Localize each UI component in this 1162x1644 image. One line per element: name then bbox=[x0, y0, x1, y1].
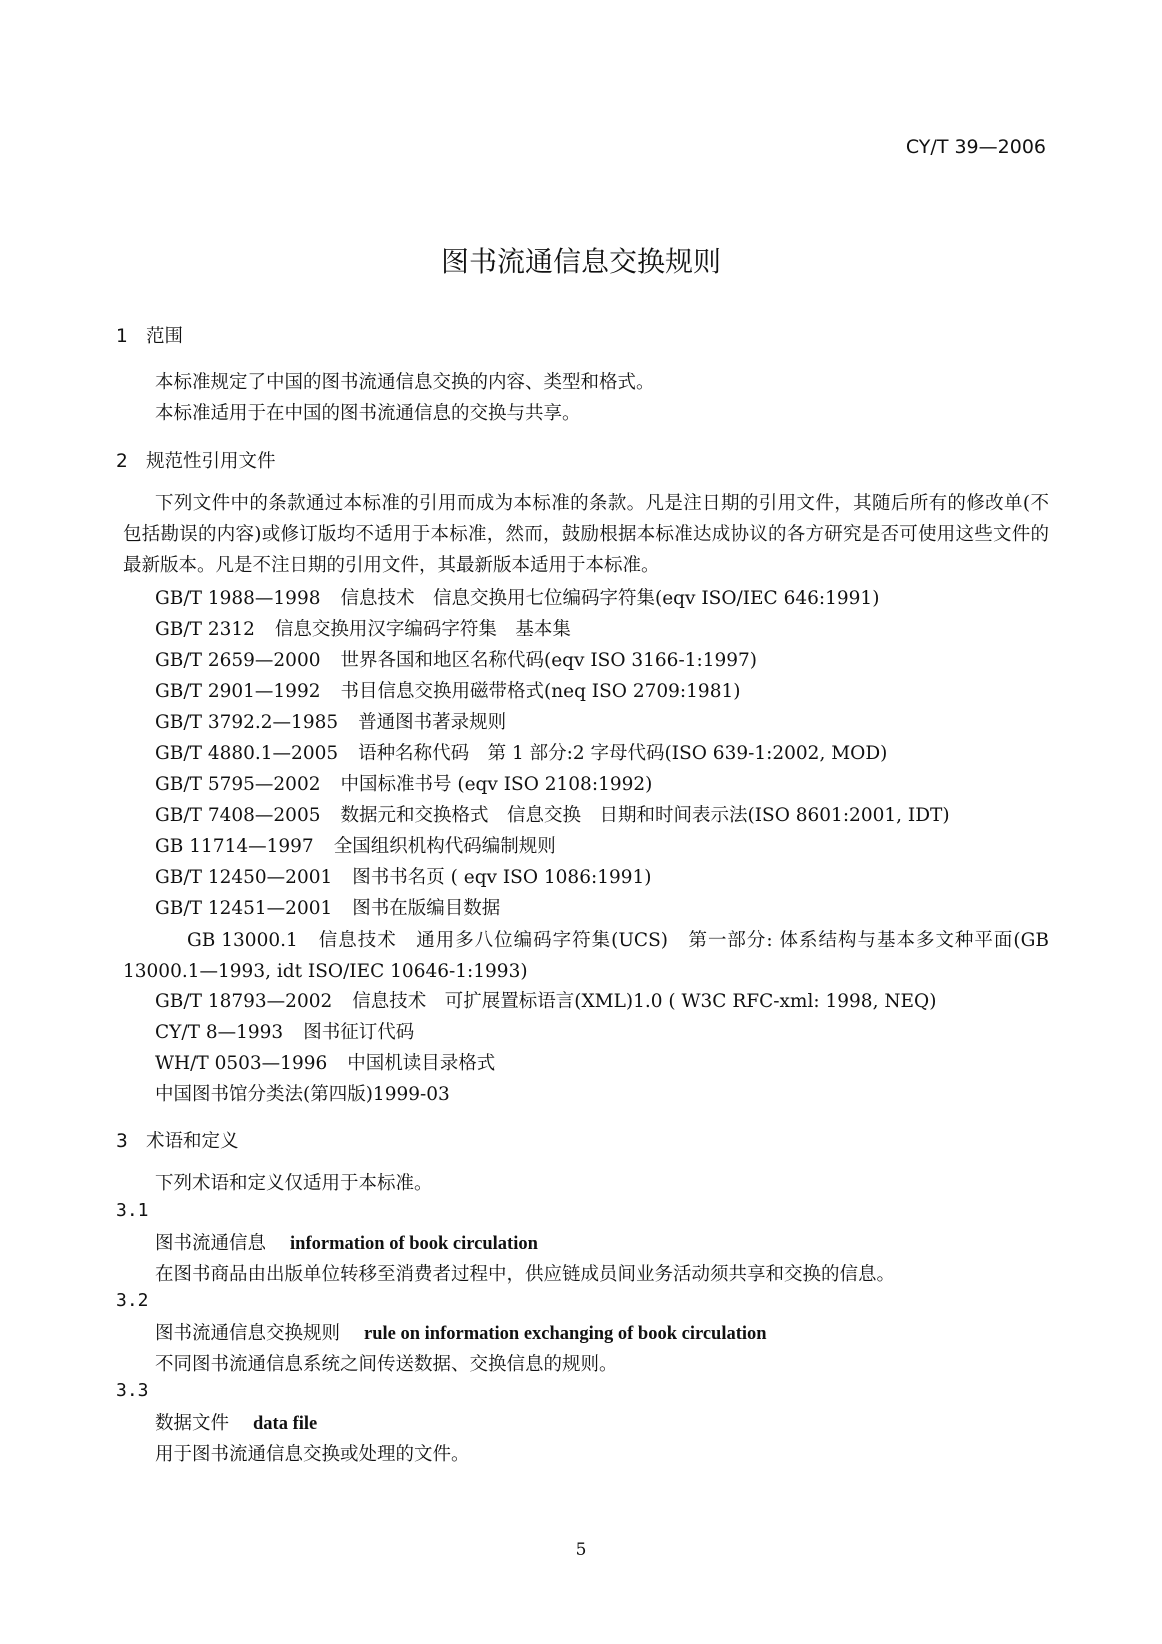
reference-item bbox=[155, 894, 500, 920]
term-chinese: 图书流通信息交换规则 bbox=[155, 1323, 341, 1344]
paragraph: 本标准适用于在中国的图书流通信息的交换与共享。 bbox=[155, 403, 581, 424]
reference-title: 信息技术 信息交换用七位编码字符集(eqv ISO/IEC 646:1991) bbox=[340, 588, 880, 609]
page-number: 5 bbox=[575, 1540, 587, 1560]
section-title: 范围 bbox=[146, 326, 184, 347]
term-english: rule on information exchanging of book circulation bbox=[364, 1324, 767, 1344]
reference-code: GB/T 4880.1—2005 bbox=[155, 743, 339, 764]
reference-title: 图书书名页 ( eqv ISO 1086:1991) bbox=[352, 867, 652, 888]
reference-code: GB 13000.1 bbox=[187, 930, 298, 951]
reference-item bbox=[155, 677, 740, 703]
reference-code: GB/T 5795—2002 bbox=[155, 774, 321, 795]
reference-code: GB/T 2901—1992 bbox=[155, 681, 321, 702]
reference-code: GB/T 12450—2001 bbox=[155, 867, 333, 888]
reference-item: 中国图书馆分类法(第四版)1999-03 bbox=[155, 1084, 450, 1105]
reference-title: 数据元和交换格式 信息交换 日期和时间表示法(ISO 8601:2001, IDT) bbox=[340, 805, 950, 826]
reference-item bbox=[155, 987, 936, 1013]
reference-item bbox=[155, 1018, 414, 1044]
paragraph: 下列文件中的条款通过本标准的引用而成为本标准的条款。凡是注日期的引用文件，其随后所有的修改单(不包括勘误的内容)或修订版均不适用于本标准，然而，鼓励根据本标准达成协议的各方研究是否可使用这些文件的最新版本。凡是不注日期的引用文件，其最新版本适用于本标准。 bbox=[123, 493, 1049, 576]
page-title: 图书流通信息交换规则 bbox=[440, 245, 721, 278]
reference-item bbox=[155, 615, 571, 641]
subsection-number: 3.1 bbox=[116, 1200, 149, 1221]
reference-code: CY/T 8—1993 bbox=[155, 1022, 284, 1043]
reference-title: 中国标准书号 (eqv ISO 2108:1992) bbox=[340, 774, 653, 795]
reference-code: GB/T 1988—1998 bbox=[155, 588, 321, 609]
reference-item bbox=[155, 739, 887, 765]
section-number: 3 bbox=[116, 1131, 128, 1152]
reference-item bbox=[155, 832, 556, 858]
reference-item bbox=[155, 801, 950, 827]
paragraph: 下列术语和定义仅适用于本标准。 bbox=[155, 1173, 433, 1194]
reference-title: 全国组织机构代码编制规则 bbox=[333, 836, 556, 857]
term-definition: 在图书商品由出版单位转移至消费者过程中，供应链成员间业务活动须共享和交换的信息。 bbox=[155, 1264, 896, 1285]
reference-code: GB/T 12451—2001 bbox=[155, 898, 333, 919]
reference-code: GB/T 18793—2002 bbox=[155, 991, 333, 1012]
section-number: 1 bbox=[116, 326, 128, 347]
reference-title: 图书在版编目数据 bbox=[352, 898, 501, 919]
reference-code: GB/T 2312 bbox=[155, 619, 255, 640]
term-definition: 用于图书流通信息交换或处理的文件。 bbox=[155, 1444, 470, 1465]
reference-title: 普通图书著录规则 bbox=[358, 712, 507, 733]
section-heading-1 bbox=[116, 322, 183, 348]
term-english: data file bbox=[253, 1414, 318, 1434]
reference-item bbox=[155, 863, 652, 889]
term-definition: 不同图书流通信息系统之间传送数据、交换信息的规则。 bbox=[155, 1354, 618, 1375]
subsection-number: 3.2 bbox=[116, 1290, 149, 1311]
reference-item bbox=[155, 770, 652, 796]
reference-code: GB/T 7408—2005 bbox=[155, 805, 321, 826]
reference-title: 图书征订代码 bbox=[303, 1022, 415, 1043]
subsection-number: 3.3 bbox=[116, 1380, 149, 1401]
reference-title: 世界各国和地区名称代码(eqv ISO 3166-1:1997) bbox=[340, 650, 758, 671]
section-heading-3 bbox=[116, 1127, 239, 1153]
reference-item bbox=[155, 584, 879, 610]
term-entry bbox=[155, 1229, 538, 1255]
reference-code: GB 11714—1997 bbox=[155, 836, 314, 857]
section-heading-2 bbox=[116, 447, 276, 473]
reference-code: GB/T 3792.2—1985 bbox=[155, 712, 339, 733]
document-id: CY/T 39—2006 bbox=[905, 136, 1046, 158]
paragraph: 本标准规定了中国的图书流通信息交换的内容、类型和格式。 bbox=[155, 372, 655, 393]
reference-title: 信息技术 通用多八位编码字符集(UCS) 第一部分: 体系结构与基本多文种平面(GB 13000.1—1993, idt ISO/IEC 10646-1:1993) bbox=[123, 930, 1049, 982]
term-chinese: 图书流通信息 bbox=[155, 1233, 267, 1254]
section-title: 术语和定义 bbox=[146, 1131, 239, 1152]
reference-code: GB/T 2659—2000 bbox=[155, 650, 321, 671]
term-chinese: 数据文件 bbox=[155, 1413, 230, 1434]
reference-item bbox=[155, 646, 757, 672]
section-title: 规范性引用文件 bbox=[146, 451, 276, 472]
term-english: information of book circulation bbox=[290, 1234, 538, 1254]
reference-title: 书目信息交换用磁带格式(neq ISO 2709:1981) bbox=[340, 681, 741, 702]
reference-item bbox=[155, 1049, 495, 1075]
reference-title: 信息技术 可扩展置标语言(XML)1.0 ( W3C RFC-xml: 1998, NEQ) bbox=[352, 991, 937, 1012]
reference-title: 信息交换用汉字编码字符集 基本集 bbox=[274, 619, 571, 640]
term-entry bbox=[155, 1409, 317, 1435]
reference-item bbox=[123, 925, 1049, 987]
reference-title: 中国机读目录格式 bbox=[347, 1053, 496, 1074]
section-number: 2 bbox=[116, 451, 128, 472]
reference-title: 语种名称代码 第 1 部分:2 字母代码(ISO 639-1:2002, MOD) bbox=[358, 743, 888, 764]
term-entry bbox=[155, 1319, 767, 1345]
reference-item bbox=[155, 708, 506, 734]
reference-code: WH/T 0503—1996 bbox=[155, 1053, 328, 1074]
